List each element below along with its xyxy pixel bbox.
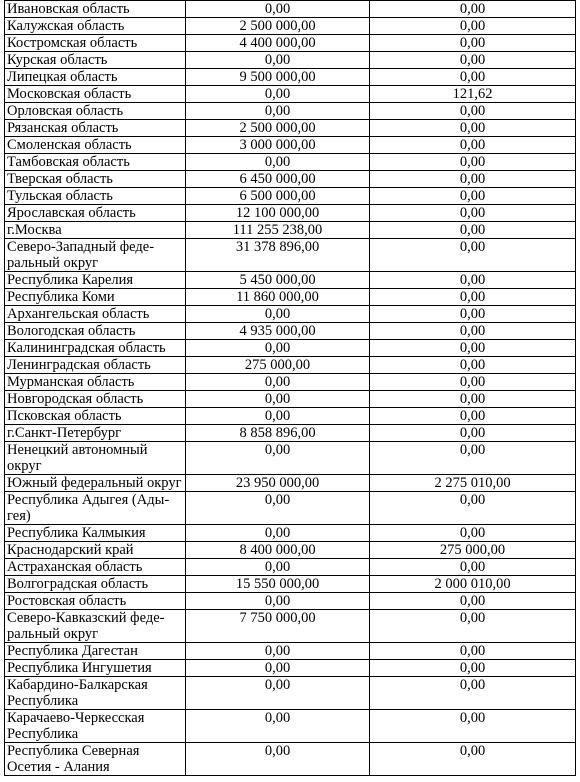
amount-2-cell: 0,00 [370,188,576,205]
table-row [5,610,576,643]
amount-2-cell: 0,00 [370,103,576,120]
table-row [5,374,576,391]
table-row [5,188,576,205]
amount-cell: 0,00 [186,374,370,391]
region-name-cell: Краснодарский край [5,542,186,559]
table-row [5,289,576,306]
region-name-cell: Северо-Кавказский феде-ральный округ [5,610,186,643]
table-row [5,35,576,52]
amount-cell: 7 750 000,00 [186,610,370,643]
amount-2-cell: 0,00 [370,492,576,525]
region-name-cell: Костромская область [5,35,186,52]
region-name-cell: Ивановская область [5,1,186,18]
amount-2-cell: 0,00 [370,306,576,323]
region-name-cell: Липецкая область [5,69,186,86]
region-name-cell: Тверская область [5,171,186,188]
region-name-cell: Ярославская область [5,205,186,222]
amount-cell: 2 500 000,00 [186,120,370,137]
amount-cell: 0,00 [186,154,370,171]
amount-cell: 275 000,00 [186,357,370,374]
amount-2-cell: 0,00 [370,35,576,52]
table-row [5,272,576,289]
amount-cell: 0,00 [186,710,370,743]
table-row [5,576,576,593]
amount-2-cell: 0,00 [370,222,576,239]
amount-2-cell: 0,00 [370,205,576,222]
amount-2-cell: 0,00 [370,323,576,340]
amount-cell: 0,00 [186,1,370,18]
region-name-cell: Ростовская область [5,593,186,610]
region-name-cell: Калининградская область [5,340,186,357]
amount-2-cell: 0,00 [370,120,576,137]
amount-2-cell: 121,62 [370,86,576,103]
table-row [5,593,576,610]
table-row [5,559,576,576]
amount-2-cell: 0,00 [370,593,576,610]
table-row [5,222,576,239]
amount-cell: 8 858 896,00 [186,425,370,442]
table-row [5,442,576,475]
table-row [5,103,576,120]
table-row [5,171,576,188]
amount-2-cell: 0,00 [370,408,576,425]
amount-cell: 4 400 000,00 [186,35,370,52]
regions-table [4,0,576,776]
amount-2-cell: 0,00 [370,743,576,776]
region-name-cell: Республика Адыгея (Ады-гея) [5,492,186,525]
region-name-cell: г.Санкт-Петербург [5,425,186,442]
table-row [5,306,576,323]
table-row [5,542,576,559]
amount-2-cell: 0,00 [370,171,576,188]
amount-cell: 8 400 000,00 [186,542,370,559]
region-name-cell: Республика Карелия [5,272,186,289]
regions-table-body [5,1,576,776]
region-name-cell: Республика Дагестан [5,643,186,660]
amount-cell: 0,00 [186,442,370,475]
region-name-cell: Орловская область [5,103,186,120]
table-row [5,743,576,776]
region-name-cell: Смоленская область [5,137,186,154]
region-name-cell: Калужская область [5,18,186,35]
table-row [5,120,576,137]
amount-cell: 0,00 [186,103,370,120]
region-name-cell: Мурманская область [5,374,186,391]
amount-cell: 0,00 [186,677,370,710]
region-name-cell: Карачаево-Черкесская Республика [5,710,186,743]
table-row [5,154,576,171]
table-row [5,677,576,710]
amount-2-cell: 0,00 [370,425,576,442]
amount-2-cell: 0,00 [370,18,576,35]
region-name-cell: Тульская область [5,188,186,205]
amount-cell: 0,00 [186,743,370,776]
table-row [5,391,576,408]
amount-2-cell: 0,00 [370,1,576,18]
amount-2-cell: 0,00 [370,525,576,542]
table-row [5,408,576,425]
amount-cell: 0,00 [186,408,370,425]
amount-cell: 23 950 000,00 [186,475,370,492]
amount-cell: 0,00 [186,559,370,576]
amount-cell: 4 935 000,00 [186,323,370,340]
amount-2-cell: 0,00 [370,442,576,475]
amount-cell: 0,00 [186,340,370,357]
amount-cell: 2 500 000,00 [186,18,370,35]
amount-cell: 111 255 238,00 [186,222,370,239]
region-name-cell: Тамбовская область [5,154,186,171]
table-row [5,492,576,525]
region-name-cell: Московская область [5,86,186,103]
table-row [5,18,576,35]
region-name-cell: Ленинградская область [5,357,186,374]
amount-2-cell: 0,00 [370,677,576,710]
amount-cell: 6 500 000,00 [186,188,370,205]
table-row [5,1,576,18]
amount-cell: 9 500 000,00 [186,69,370,86]
amount-cell: 11 860 000,00 [186,289,370,306]
amount-cell: 0,00 [186,52,370,69]
amount-cell: 0,00 [186,306,370,323]
table-row [5,357,576,374]
table-row [5,52,576,69]
amount-cell: 3 000 000,00 [186,137,370,154]
table-row [5,643,576,660]
region-name-cell: г.Москва [5,222,186,239]
region-name-cell: Новгородская область [5,391,186,408]
amount-2-cell: 2 000 010,00 [370,576,576,593]
amount-2-cell: 0,00 [370,660,576,677]
region-name-cell: Республика Калмыкия [5,525,186,542]
table-row [5,425,576,442]
amount-2-cell: 275 000,00 [370,542,576,559]
amount-2-cell: 0,00 [370,137,576,154]
amount-2-cell: 0,00 [370,610,576,643]
region-name-cell: Южный федеральный округ [5,475,186,492]
amount-cell: 0,00 [186,593,370,610]
amount-2-cell: 0,00 [370,391,576,408]
amount-cell: 0,00 [186,391,370,408]
amount-2-cell: 0,00 [370,340,576,357]
region-name-cell: Кабардино-Балкарская Республика [5,677,186,710]
region-name-cell: Республика Коми [5,289,186,306]
region-name-cell: Республика Ингушетия [5,660,186,677]
region-name-cell: Ненецкий автономный округ [5,442,186,475]
table-row [5,205,576,222]
table-row [5,710,576,743]
region-name-cell: Архангельская область [5,306,186,323]
table-row [5,475,576,492]
region-name-cell: Волгоградская область [5,576,186,593]
table-row [5,340,576,357]
amount-2-cell: 0,00 [370,289,576,306]
region-name-cell: Псковская область [5,408,186,425]
table-row [5,137,576,154]
amount-2-cell: 0,00 [370,154,576,171]
amount-2-cell: 0,00 [370,710,576,743]
amount-2-cell: 0,00 [370,239,576,272]
table-row [5,323,576,340]
amount-cell: 12 100 000,00 [186,205,370,222]
amount-cell: 0,00 [186,660,370,677]
table-row [5,525,576,542]
region-name-cell: Рязанская область [5,120,186,137]
amount-cell: 31 378 896,00 [186,239,370,272]
table-row [5,239,576,272]
amount-cell: 0,00 [186,643,370,660]
amount-2-cell: 2 275 010,00 [370,475,576,492]
table-row [5,86,576,103]
region-name-cell: Республика Северная Осетия - Алания [5,743,186,776]
table-row [5,660,576,677]
amount-2-cell: 0,00 [370,357,576,374]
amount-cell: 0,00 [186,86,370,103]
amount-2-cell: 0,00 [370,374,576,391]
amount-2-cell: 0,00 [370,69,576,86]
amount-2-cell: 0,00 [370,52,576,69]
amount-cell: 0,00 [186,492,370,525]
amount-cell: 5 450 000,00 [186,272,370,289]
table-row [5,69,576,86]
amount-2-cell: 0,00 [370,643,576,660]
region-name-cell: Северо-Западный феде-ральный округ [5,239,186,272]
region-name-cell: Курская область [5,52,186,69]
amount-cell: 0,00 [186,525,370,542]
region-name-cell: Вологодская область [5,323,186,340]
region-name-cell: Астраханская область [5,559,186,576]
amount-2-cell: 0,00 [370,559,576,576]
amount-cell: 15 550 000,00 [186,576,370,593]
amount-2-cell: 0,00 [370,272,576,289]
amount-cell: 6 450 000,00 [186,171,370,188]
